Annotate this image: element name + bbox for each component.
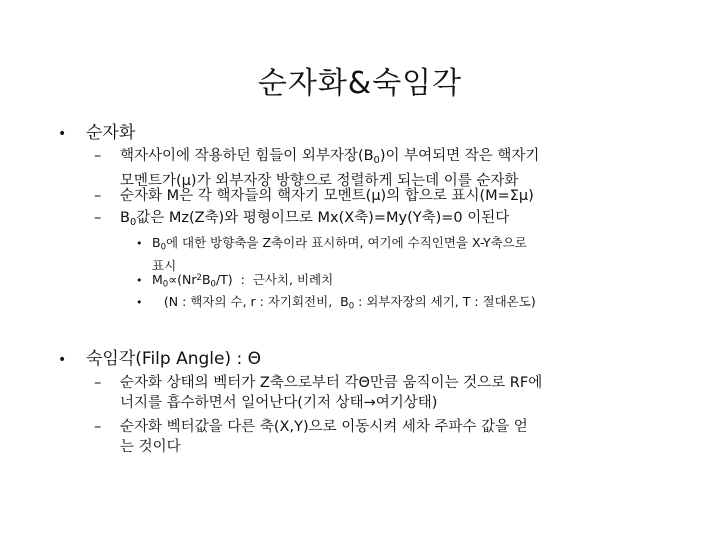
bullet-marker: •: [136, 296, 143, 309]
list-item: [94, 373, 542, 413]
list-item: [94, 208, 509, 233]
item-text: [120, 208, 509, 233]
subscript: 0: [129, 216, 137, 228]
subscript: 0: [373, 154, 380, 166]
item-text-part: 는 것이다: [120, 439, 181, 455]
item-text-part: B: [152, 235, 161, 250]
item-text-part: : 외부자장의 세기, T : 절대온도): [354, 294, 536, 309]
item-text: 순자화 M은 각 핵자들의 핵자기 모멘트(μ)의 합으로 표시(M=Σμ): [120, 188, 534, 204]
dash-marker: –: [94, 419, 102, 435]
dash-marker: –: [94, 210, 102, 226]
item-text-part: ∝(Nr: [168, 271, 197, 287]
list-item: [94, 146, 539, 191]
item-text-part: 너지를 흡수하면서 일어난다(기저 상태→여기상태): [120, 395, 438, 411]
dash-marker: –: [94, 148, 102, 164]
item-text: [120, 146, 539, 191]
section-heading-magnetization: [58, 118, 135, 143]
item-text: [120, 417, 528, 457]
item-text: [152, 293, 536, 316]
item-text-part: B: [120, 210, 130, 226]
item-text-part: 순자화 상태의 벡터가 Z축으로부터 각Θ만큼 움직이는 것으로 RF에: [120, 375, 543, 391]
bullet-marker: •: [136, 237, 143, 250]
list-item: [136, 234, 527, 274]
subscript: 0: [348, 301, 355, 312]
list-item: [136, 293, 536, 316]
item-text-part: 핵자사이에 작용하던 힘들이 외부자장(B: [120, 148, 374, 164]
item-text-part: 에 대한 방향축을 Z축이라 표시하며, 여기에 수직인면을 X-Y축으로: [166, 235, 527, 250]
item-text: [152, 270, 333, 293]
item-text-part: 값은 Mz(Z축)와 평형이므로 Mx(X축)=My(Y축)=0 이된다: [136, 210, 510, 226]
bullet-marker: •: [58, 352, 67, 368]
item-text-part: )이 부여되면 작은 핵자기: [379, 148, 540, 164]
item-text-part: B: [201, 271, 211, 287]
item-text-part: 모멘트가(μ)가 외부자장 방향으로 정렬하게 되는데 이를 순자화: [120, 172, 519, 189]
item-text-part: /T) : 근사치, 비례치: [215, 271, 334, 287]
heading-text: 숙임각(Filp Angle) : Θ: [86, 349, 262, 369]
subscript: 0: [160, 242, 166, 253]
dash-marker: –: [94, 188, 102, 204]
section-heading-flip-angle: [58, 344, 261, 369]
item-text: [152, 234, 527, 274]
item-text: [120, 373, 542, 413]
item-text-part: (N : 핵자의 수, r : 자기회전비, B: [152, 294, 349, 309]
dash-marker: –: [94, 375, 102, 391]
bullet-marker: •: [58, 126, 67, 142]
subscript: 0: [162, 279, 169, 290]
list-item: [94, 417, 528, 457]
slide-title: 순자화&숙임각: [257, 66, 463, 101]
list-item: [136, 270, 333, 293]
superscript: 2: [196, 273, 202, 283]
subscript: 0: [210, 279, 216, 290]
item-text-part: M: [152, 271, 163, 287]
heading-text: 순자화: [86, 123, 136, 143]
item-text-part: 순자화 벡터값을 다른 축(X,Y)으로 이동시켜 세차 주파수 값을 얻: [120, 419, 528, 435]
list-item: [94, 186, 534, 206]
item-text-part: 표시: [152, 257, 177, 273]
bullet-marker: •: [136, 273, 143, 287]
